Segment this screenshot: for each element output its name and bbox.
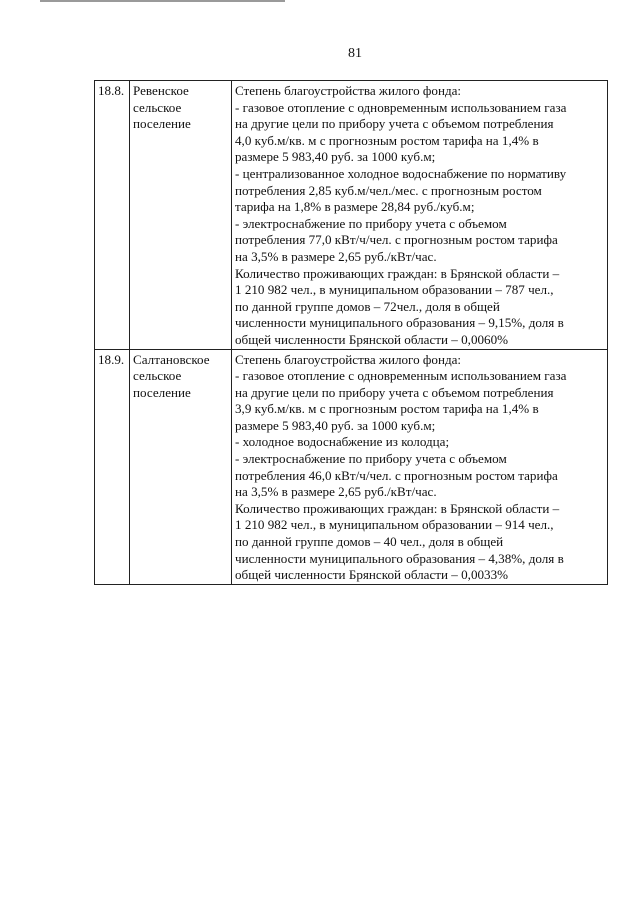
settlement-name-line: сельское (133, 99, 182, 115)
description-line: - газовое отопление с одновременным использованием газа (235, 368, 567, 384)
description-line: Количество проживающих граждан: в Брянской области – (235, 265, 560, 281)
description-line: Степень благоустройства жилого фонда: (235, 83, 462, 98)
description-line: на другие цели по прибору учета с объемом потребления (235, 384, 554, 400)
settlement-name (130, 81, 232, 350)
description-line: - централизованное холодное водоснабжение по нормативу (235, 165, 567, 181)
settlement-name (130, 349, 232, 584)
table-row (95, 349, 608, 584)
description-line: общей численности Брянской области – 0,0060% (235, 331, 509, 347)
row-number: 18.9. (95, 349, 130, 584)
description-line: 1 210 982 чел., в муниципальном образовании – 787 чел., (235, 282, 554, 298)
description-line: - газовое отопление с одновременным использованием газа (235, 99, 567, 115)
scan-artifact-line (40, 0, 285, 2)
row-number: 18.8. (95, 81, 130, 350)
housing-description (232, 81, 608, 350)
description-line: потребления 77,0 кВт/ч/чел. с прогнозным ростом тарифа (235, 232, 558, 248)
description-line: на 3,5% в размере 2,65 руб./кВт/час. (235, 484, 437, 500)
description-line: потребления 2,85 куб.м/чел./мес. с прогнозным ростом (235, 182, 542, 198)
description-line: - электроснабжение по прибору учета с объемом (235, 451, 507, 467)
description-line: размере 5 983,40 руб. за 1000 куб.м; (235, 417, 436, 433)
settlement-name-line: поселение (133, 384, 191, 400)
page-number: 81 (348, 46, 362, 61)
description-line: на другие цели по прибору учета с объемом потребления (235, 116, 554, 132)
description-line: численности муниципального образования – 4,38%, доля в (235, 550, 564, 566)
description-line: Степень благоустройства жилого фонда: (235, 351, 462, 367)
settlement-name-line: Салтановское (133, 351, 210, 367)
settlement-name-line: Ревенское (133, 83, 189, 98)
description-line: - холодное водоснабжение из колодца; (235, 434, 450, 450)
table-row (95, 81, 608, 350)
description-line: по данной группе домов – 40 чел., доля в общей (235, 534, 504, 550)
description-line: 1 210 982 чел., в муниципальном образовании – 914 чел., (235, 517, 554, 533)
description-line: по данной группе домов – 72чел., доля в общей (235, 298, 500, 314)
description-line: Количество проживающих граждан: в Брянской области – (235, 500, 560, 516)
description-line: тарифа на 1,8% в размере 28,84 руб./куб.м; (235, 199, 475, 215)
housing-table (94, 80, 608, 585)
description-line: 4,0 куб.м/кв. м с прогнозным ростом тарифа на 1,4% в (235, 132, 539, 148)
settlement-name-line: сельское (133, 368, 182, 384)
description-line: размере 5 983,40 руб. за 1000 куб.м; (235, 149, 436, 165)
description-line: численности муниципального образования – 9,15%, доля в (235, 315, 564, 331)
description-line: общей численности Брянской области – 0,0033% (235, 567, 509, 583)
description-line: 3,9 куб.м/кв. м с прогнозным ростом тарифа на 1,4% в (235, 401, 539, 417)
description-line: на 3,5% в размере 2,65 руб./кВт/час. (235, 248, 437, 264)
description-line: - электроснабжение по прибору учета с объемом (235, 215, 507, 231)
settlement-name-line: поселение (133, 116, 191, 132)
description-line: потребления 46,0 кВт/ч/чел. с прогнозным ростом тарифа (235, 467, 558, 483)
housing-description (232, 349, 608, 584)
